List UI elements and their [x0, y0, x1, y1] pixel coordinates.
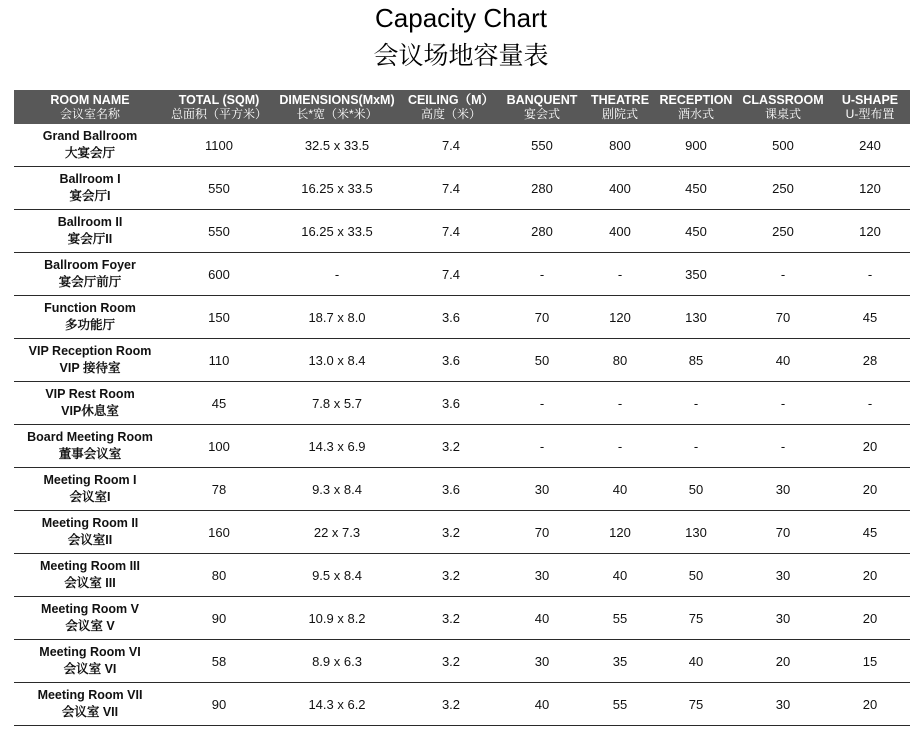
room-name-cell	[14, 339, 166, 382]
room-name-cn: 会议室 III	[64, 576, 116, 590]
theatre-cell: 120	[584, 511, 656, 554]
banquet-cell: 70	[500, 511, 584, 554]
total-sqm-cell: 45	[166, 382, 272, 425]
banquet-cell: 30	[500, 640, 584, 683]
theatre-cell: 55	[584, 683, 656, 726]
classroom-cell: -	[736, 253, 830, 296]
u-shape-cell: 45	[830, 296, 910, 339]
reception-cell: 40	[656, 640, 736, 683]
column-header-label-cn: 剧院式	[601, 106, 638, 121]
room-name-cn: 宴会厅前厅	[58, 275, 122, 289]
total-sqm-cell: 600	[166, 253, 272, 296]
dimensions-cell: 8.9 x 6.3	[272, 640, 402, 683]
room-name-en: Meeting Room VI	[39, 645, 141, 659]
u-shape-cell: 120	[830, 210, 910, 253]
room-name-cell	[14, 468, 166, 511]
total-sqm-cell: 78	[166, 468, 272, 511]
ceiling-cell: 3.2	[402, 554, 500, 597]
reception-cell: -	[656, 382, 736, 425]
theatre-cell: 40	[584, 468, 656, 511]
column-header-theatre	[584, 90, 656, 124]
banquet-cell: 550	[500, 124, 584, 167]
page-subtitle: 会议场地容量表	[373, 41, 549, 70]
room-name-en: Meeting Room I	[43, 473, 137, 487]
dimensions-cell: 13.0 x 8.4	[272, 339, 402, 382]
reception-cell: 350	[656, 253, 736, 296]
u-shape-cell: 240	[830, 124, 910, 167]
column-header-label-cn: 会议室名称	[59, 106, 120, 121]
dimensions-cell: 9.3 x 8.4	[272, 468, 402, 511]
room-name-cn: VIP休息室	[61, 404, 119, 418]
reception-cell: -	[656, 425, 736, 468]
classroom-cell: 30	[736, 683, 830, 726]
u-shape-cell: 120	[830, 167, 910, 210]
dimensions-cell: 22 x 7.3	[272, 511, 402, 554]
table-row	[14, 597, 910, 640]
room-name-cn: 大宴会厅	[64, 146, 115, 160]
theatre-cell: 80	[584, 339, 656, 382]
table-row	[14, 511, 910, 554]
reception-cell: 50	[656, 468, 736, 511]
column-header-reception	[656, 90, 736, 124]
room-name-cell	[14, 511, 166, 554]
banquet-cell: 50	[500, 339, 584, 382]
column-header-label-en: TOTAL (SQM)	[178, 92, 260, 107]
total-sqm-cell: 150	[166, 296, 272, 339]
room-name-cell	[14, 124, 166, 167]
table-row	[14, 339, 910, 382]
banquet-cell: 30	[500, 554, 584, 597]
classroom-cell: 20	[736, 640, 830, 683]
table-row	[14, 382, 910, 425]
reception-cell: 130	[656, 296, 736, 339]
capacity-table	[14, 90, 910, 726]
ceiling-cell: 3.2	[402, 425, 500, 468]
theatre-cell: -	[584, 425, 656, 468]
column-header-label-en: U-SHAPE	[841, 92, 899, 107]
room-name-cn: 会议室I	[69, 490, 111, 504]
classroom-cell: -	[736, 425, 830, 468]
total-sqm-cell: 100	[166, 425, 272, 468]
classroom-cell: 70	[736, 296, 830, 339]
total-sqm-cell: 550	[166, 167, 272, 210]
ceiling-cell: 3.2	[402, 640, 500, 683]
table-row	[14, 640, 910, 683]
classroom-cell: 250	[736, 167, 830, 210]
room-name-en: VIP Reception Room	[28, 344, 152, 358]
ceiling-cell: 3.6	[402, 382, 500, 425]
column-header-ceiling	[402, 90, 500, 124]
room-name-en: Meeting Room V	[41, 602, 139, 616]
classroom-cell: 30	[736, 597, 830, 640]
room-name-cell	[14, 167, 166, 210]
room-name-cn: 董事会议室	[58, 447, 122, 461]
theatre-cell: 400	[584, 167, 656, 210]
reception-cell: 85	[656, 339, 736, 382]
room-name-en: Board Meeting Room	[27, 430, 153, 444]
table-row	[14, 253, 910, 296]
u-shape-cell: 28	[830, 339, 910, 382]
column-header-label-en: DIMENSIONS(MxM)	[279, 92, 395, 107]
banquet-cell: 30	[500, 468, 584, 511]
u-shape-cell: 20	[830, 554, 910, 597]
reception-cell: 75	[656, 597, 736, 640]
room-name-cell	[14, 210, 166, 253]
total-sqm-cell: 110	[166, 339, 272, 382]
room-name-en: VIP Rest Room	[45, 387, 135, 401]
reception-cell: 900	[656, 124, 736, 167]
column-header-label-cn: U-型布置	[845, 106, 895, 121]
ceiling-cell: 3.6	[402, 468, 500, 511]
classroom-cell: -	[736, 382, 830, 425]
room-name-en: Meeting Room III	[40, 559, 140, 573]
room-name-cell	[14, 425, 166, 468]
column-header-dimensions	[272, 90, 402, 124]
reception-cell: 450	[656, 167, 736, 210]
column-header-total-sqm	[166, 90, 272, 124]
total-sqm-cell: 58	[166, 640, 272, 683]
theatre-cell: 35	[584, 640, 656, 683]
page-title: Capacity Chart	[375, 3, 547, 33]
column-header-u-shape	[830, 90, 910, 124]
table-row	[14, 425, 910, 468]
table-row	[14, 210, 910, 253]
classroom-cell: 500	[736, 124, 830, 167]
table-row	[14, 468, 910, 511]
column-header-room-name	[14, 90, 166, 124]
table-row	[14, 296, 910, 339]
room-name-cn: 会议室 VI	[63, 662, 117, 676]
total-sqm-cell: 80	[166, 554, 272, 597]
ceiling-cell: 7.4	[402, 210, 500, 253]
column-header-label-cn: 酒水式	[677, 106, 714, 121]
room-name-cn: 宴会厅I	[69, 189, 111, 203]
column-header-label-en: RECEPTION	[659, 92, 733, 107]
room-name-cell	[14, 597, 166, 640]
u-shape-cell: -	[830, 253, 910, 296]
banquet-cell: 280	[500, 210, 584, 253]
u-shape-cell: 20	[830, 597, 910, 640]
column-header-classroom	[736, 90, 830, 124]
theatre-cell: 40	[584, 554, 656, 597]
room-name-en: Grand Ballroom	[42, 129, 138, 143]
dimensions-cell: -	[272, 253, 402, 296]
table-header-row	[14, 90, 910, 124]
banquet-cell: 280	[500, 167, 584, 210]
banquet-cell: 40	[500, 683, 584, 726]
reception-cell: 50	[656, 554, 736, 597]
dimensions-cell: 32.5 x 33.5	[272, 124, 402, 167]
column-header-label-en: CLASSROOM	[742, 92, 824, 107]
u-shape-cell: -	[830, 382, 910, 425]
column-header-label-cn: 宴会式	[523, 106, 560, 121]
ceiling-cell: 7.4	[402, 167, 500, 210]
classroom-cell: 40	[736, 339, 830, 382]
room-name-cell	[14, 382, 166, 425]
total-sqm-cell: 160	[166, 511, 272, 554]
column-header-label-cn: 高度（米）	[420, 106, 481, 121]
classroom-cell: 250	[736, 210, 830, 253]
dimensions-cell: 10.9 x 8.2	[272, 597, 402, 640]
banquet-cell: -	[500, 253, 584, 296]
classroom-cell: 70	[736, 511, 830, 554]
column-header-label-en: THEATRE	[590, 92, 650, 107]
column-header-banquet	[500, 90, 584, 124]
room-name-cell	[14, 683, 166, 726]
column-header-label-cn: 总面积（平方米）	[170, 106, 267, 121]
total-sqm-cell: 1100	[166, 124, 272, 167]
table-body	[14, 124, 910, 726]
room-name-en: Ballroom Foyer	[44, 258, 136, 272]
reception-cell: 130	[656, 511, 736, 554]
room-name-en: Function Room	[44, 301, 136, 315]
dimensions-cell: 18.7 x 8.0	[272, 296, 402, 339]
dimensions-cell: 16.25 x 33.5	[272, 167, 402, 210]
room-name-cn: VIP 接待室	[59, 361, 121, 375]
room-name-cn: 多功能厅	[64, 318, 115, 332]
ceiling-cell: 7.4	[402, 253, 500, 296]
room-name-cn: 会议室II	[67, 533, 113, 547]
total-sqm-cell: 550	[166, 210, 272, 253]
room-name-en: Meeting Room II	[41, 516, 139, 530]
theatre-cell: 400	[584, 210, 656, 253]
total-sqm-cell: 90	[166, 683, 272, 726]
theatre-cell: -	[584, 253, 656, 296]
table-row	[14, 124, 910, 167]
table-row	[14, 554, 910, 597]
column-header-label-cn: 课桌式	[764, 106, 801, 121]
dimensions-cell: 7.8 x 5.7	[272, 382, 402, 425]
room-name-cn: 宴会厅II	[67, 232, 113, 246]
theatre-cell: 55	[584, 597, 656, 640]
u-shape-cell: 15	[830, 640, 910, 683]
dimensions-cell: 16.25 x 33.5	[272, 210, 402, 253]
classroom-cell: 30	[736, 554, 830, 597]
banquet-cell: -	[500, 425, 584, 468]
room-name-cn: 会议室 VII	[61, 705, 119, 719]
total-sqm-cell: 90	[166, 597, 272, 640]
theatre-cell: -	[584, 382, 656, 425]
room-name-cell	[14, 253, 166, 296]
room-name-cell	[14, 554, 166, 597]
theatre-cell: 800	[584, 124, 656, 167]
classroom-cell: 30	[736, 468, 830, 511]
banquet-cell: 70	[500, 296, 584, 339]
room-name-en: Ballroom II	[57, 215, 123, 229]
room-name-cell	[14, 640, 166, 683]
banquet-cell: 40	[500, 597, 584, 640]
dimensions-cell: 14.3 x 6.2	[272, 683, 402, 726]
ceiling-cell: 3.6	[402, 339, 500, 382]
reception-cell: 75	[656, 683, 736, 726]
column-header-label-cn: 长*宽（米*米）	[296, 106, 378, 121]
ceiling-cell: 7.4	[402, 124, 500, 167]
ceiling-cell: 3.2	[402, 597, 500, 640]
u-shape-cell: 20	[830, 683, 910, 726]
column-header-label-en: ROOM NAME	[50, 92, 130, 107]
reception-cell: 450	[656, 210, 736, 253]
theatre-cell: 120	[584, 296, 656, 339]
room-name-cell	[14, 296, 166, 339]
table-row	[14, 683, 910, 726]
ceiling-cell: 3.2	[402, 683, 500, 726]
room-name-cn: 会议室 V	[65, 619, 115, 633]
column-header-label-en: CEILING（M）	[407, 92, 495, 107]
ceiling-cell: 3.6	[402, 296, 500, 339]
u-shape-cell: 20	[830, 425, 910, 468]
room-name-en: Ballroom I	[59, 172, 121, 186]
u-shape-cell: 20	[830, 468, 910, 511]
column-header-label-en: BANQUENT	[506, 92, 578, 107]
table-row	[14, 167, 910, 210]
u-shape-cell: 45	[830, 511, 910, 554]
room-name-en: Meeting Room VII	[37, 688, 143, 702]
banquet-cell: -	[500, 382, 584, 425]
dimensions-cell: 9.5 x 8.4	[272, 554, 402, 597]
dimensions-cell: 14.3 x 6.9	[272, 425, 402, 468]
ceiling-cell: 3.2	[402, 511, 500, 554]
